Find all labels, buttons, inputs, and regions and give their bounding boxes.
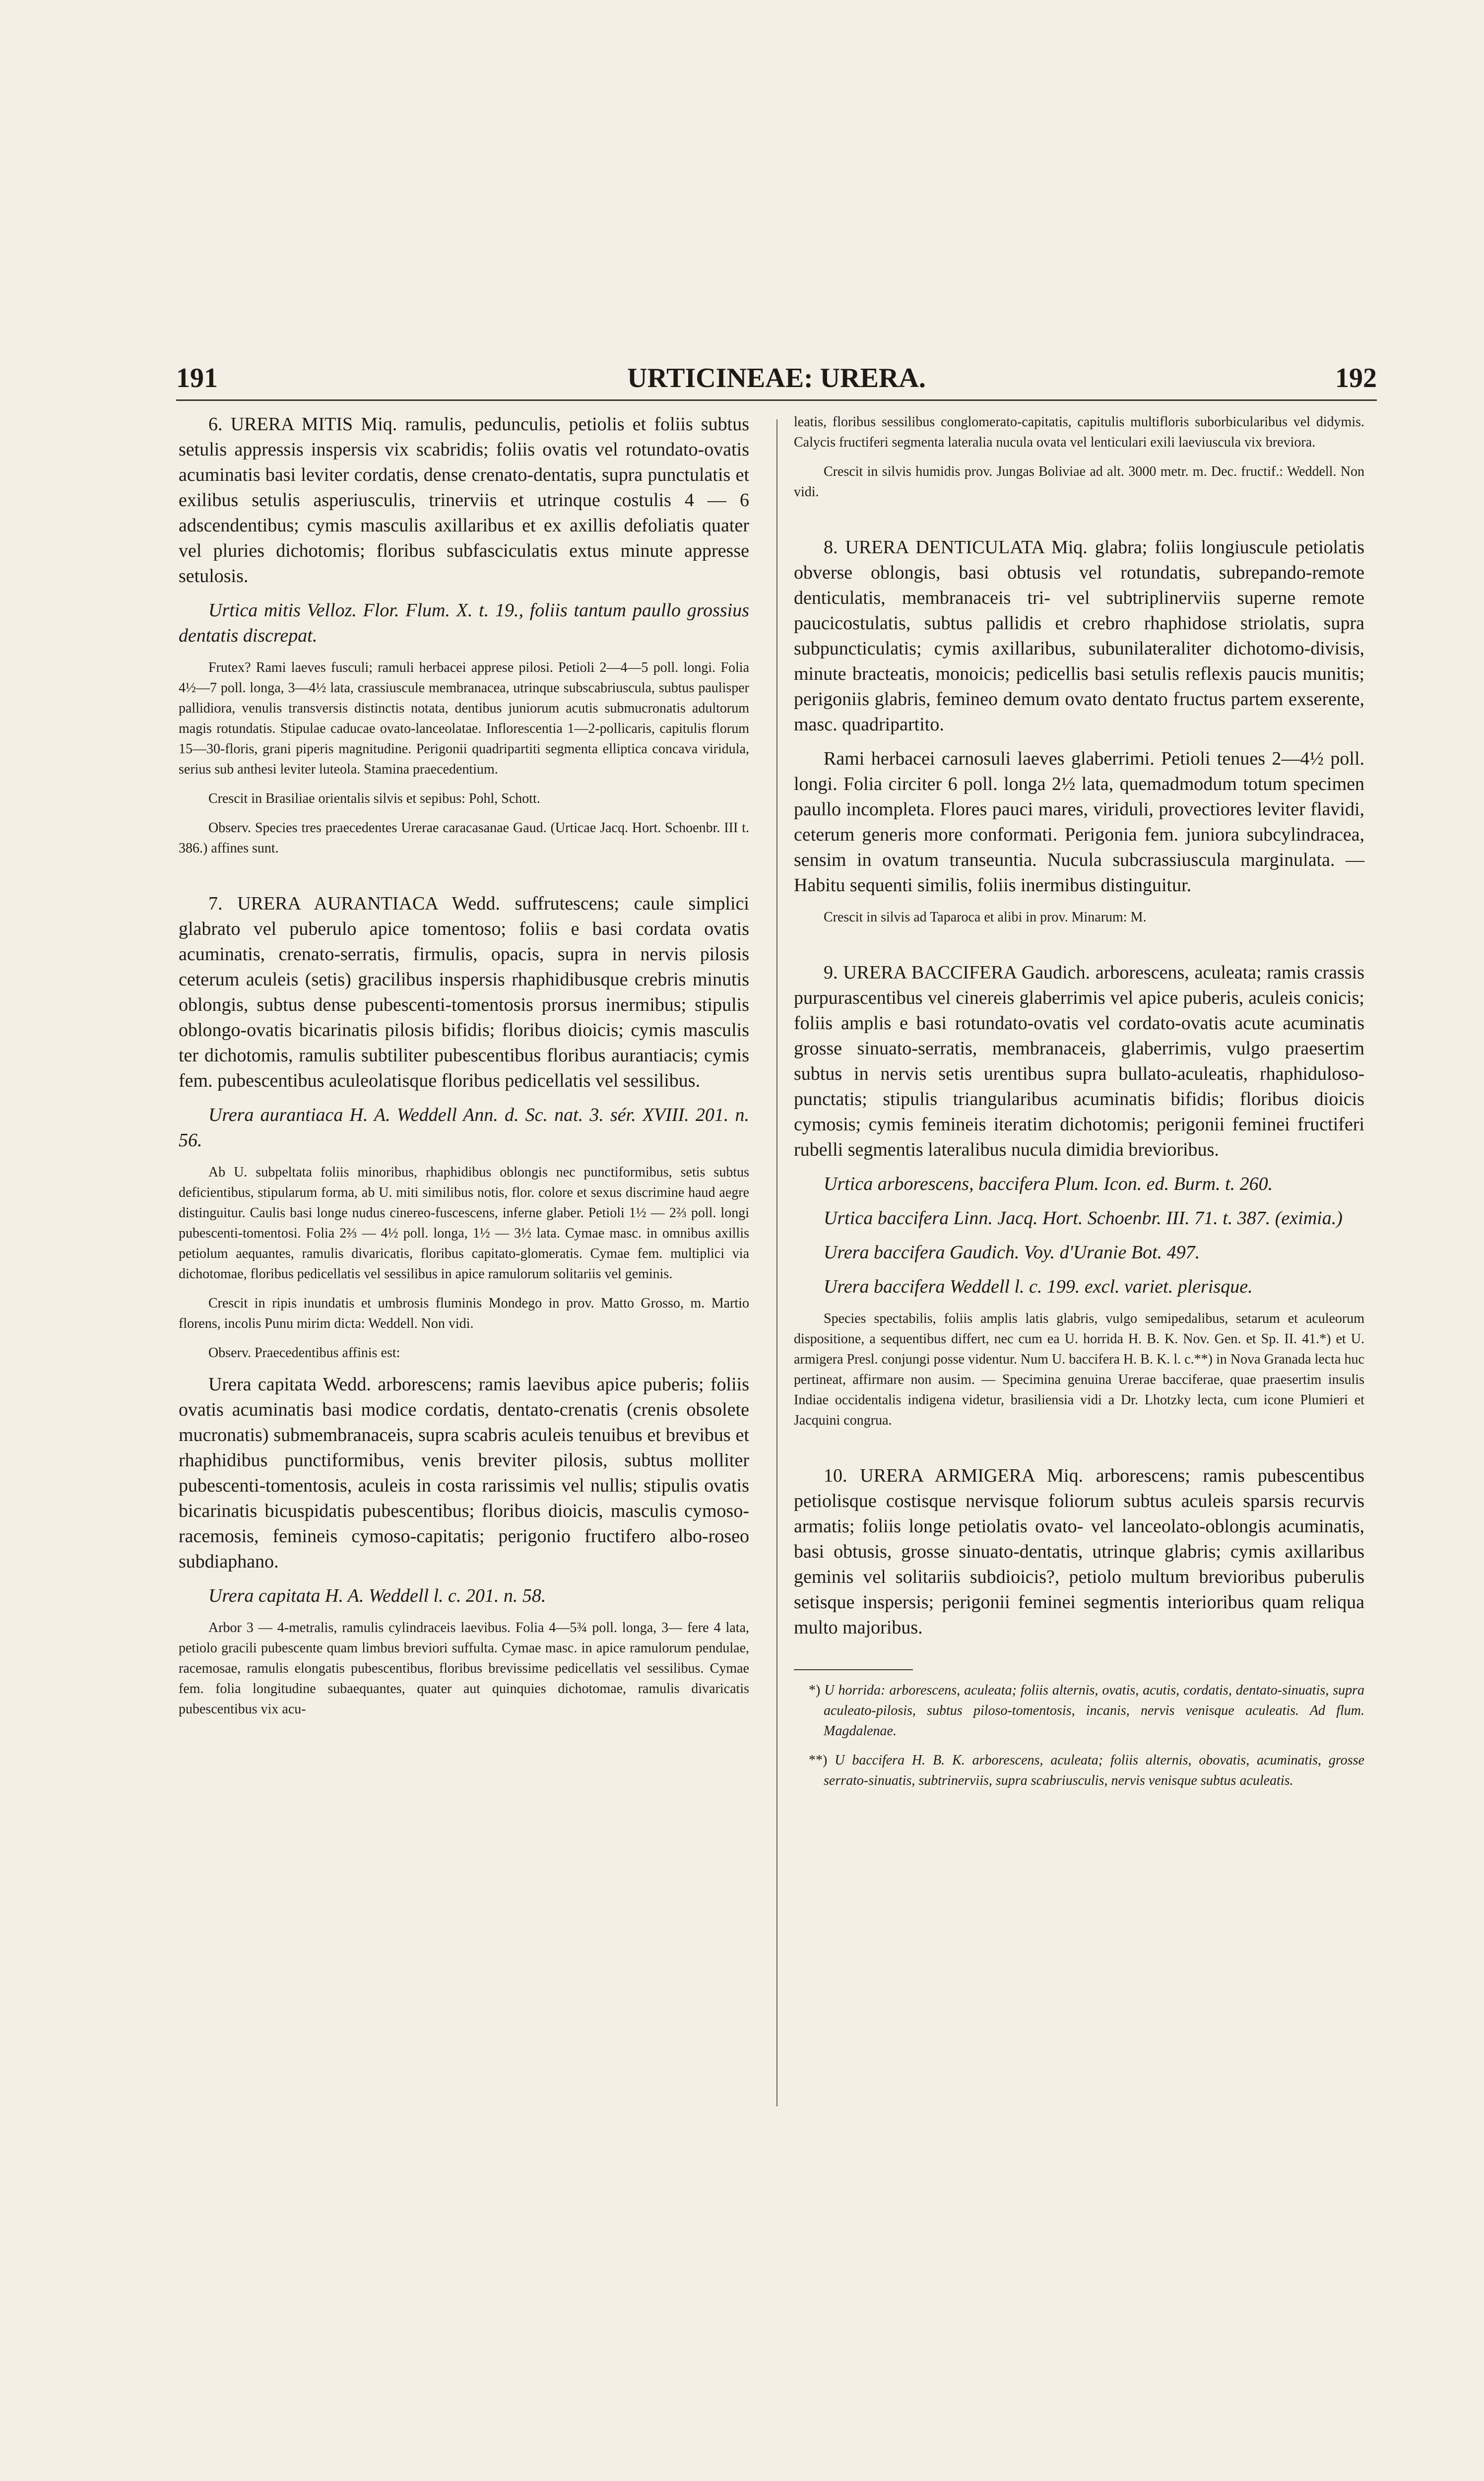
species-paragraph: 10. URERA ARMIGERA Miq. arborescens; ramis pubescentibus petiolisque costisque nervisque foliorum subtus aculeis sparsis recurvis armatis; foliis longe petiolatis ovato- vel lanceolato-oblongis acuminatis, basi obtusis, grosse sinuato-dentatis, utrinque glabris; cymis axillaribus geminis vel solitariis subdioicis?, petiolo multum brevioribus puberulis setisque inspersis; perigonii feminei segmentis interioribus quam reliqua multo majoribus. (794, 1465, 1364, 1638)
synonym-line: Urtica baccifera Linn. Jacq. Hort. Schoenbr. III. 71. t. 387. (eximia.) (824, 1208, 1343, 1229)
note-paragraph: Arbor 3 — 4-metralis, ramulis cylindraceis laevibus. Folia 4—5¾ poll. longa, 3— fere 4 lata, petiolo gracili pubescente quam limbus breviori suffulta. Cymae masc. in apice ramulorum pendulae, racemosae, ramulis elongatis pubescentibus, floribus brevissime pedicellatis vel sessilibus. Cymae fem. folia longitudine subaequantes, quater aut quinquies dichotomae, ramulis divaricatis pubescentibus vix acu- (179, 1620, 749, 1717)
section-gap (794, 511, 1364, 535)
header-rule (176, 399, 1377, 401)
footnote (794, 1750, 1364, 1791)
synonym-line: Urera capitata H. A. Weddell l. c. 201. n. 58. (208, 1585, 546, 1606)
footnote-mark: *) (809, 1683, 825, 1698)
footnote-text: U horrida: arborescens, aculeata; foliis alternis, ovatis, acutis, cordatis, dentato-sinuatis, supra aculeato-pilosis, subtus piloso-tomentosis, incanis, nervis venisque aculeatis. Ad flum. Magdalenae. (824, 1683, 1364, 1739)
page-number-left: 191 (176, 363, 218, 393)
species-paragraph: 7. URERA AURANTIACA Wedd. suffrutescens; caule simplici glabrato vel puberulo apice tomentoso; foliis e basi cordata ovatis acuminatis, crenato-serratis, firmulis, opacis, supra in nervis pilosis ceterum aculeis (setis) gracilibus inspersis rhaphidibusque crebris minutis oblongis, subtus dense pubescenti-tomentosis prorsus inermibus; stipulis oblongo-ovatis bicarinatis pilosis bifidis; floribus dioicis; cymis masculis ter dichotomis, ramulis subtiliter pubescentibus floribus aurantiacis; cymis fem. pubescentibus aculeolatisque floribus pedicellatis vel sessilibus. (179, 893, 749, 1091)
note-paragraph: Species spectabilis, foliis amplis latis glabris, vulgo semipedalibus, setarum et aculeorum dispositione, a sequentibus differt, nec cum ea U. horrida H. B. K. Nov. Gen. et Sp. II. 41.*) et U. armigera Presl. conjungi posse videntur. Num U. baccifera H. B. K. l. c.**) in Nova Granada lecta huc pertineat, affirmare non ausim. — Specimina genuina Urerae bacciferae, quae praesertim insulis Indiae occidentalis indigena videtur, brasiliensia vidi a Dr. Lhotzky lecta, cum icone Plumieri et Jacquini congrua. (794, 1311, 1364, 1428)
note-paragraph: Crescit in Brasiliae orientalis silvis et sepibus: Pohl, Schott. (208, 791, 540, 806)
species-paragraph: 9. URERA BACCIFERA Gaudich. arborescens, aculeata; ramis crassis purpurascentibus vel cinereis glaberrimis vel apice puberis, aculeis conicis; foliis amplis e basi rotundato-ovatis vel cordato-ovatis acute acuminatis grosse sinuato-serratis, membranaceis, glaberrimis, vulgo praesertim subtus in nervis setis urentibus supra bullato-aculeatis, rhaphiduloso-punctatis; stipulis triangularibus acuminatis bifidis; floribus dioicis cymosis; cymis femineis iteratim dichotomis; perigonii feminei fructiferi rubelli segmentis lateralibus nucula dimidia brevioribus. (794, 962, 1364, 1160)
section-gap (179, 867, 749, 891)
note-paragraph: Crescit in silvis humidis prov. Jungas Boliviae ad alt. 3000 metr. m. Dec. fructif.: Weddell. Non vidi. (794, 464, 1364, 500)
species-paragraph: 6. URERA MITIS Miq. ramulis, pedunculis, petiolis et foliis subtus setulis appressis inspersis vix scabridis; foliis ovatis vel rotundato-ovatis acuminatis basi leviter cordatis, dense crenato-dentatis, supra punctulatis et exilibus setulis asperiusculis, trinerviis et utrinque costulis 4 — 6 adscendentibus; cymis masculis axillaribus et ex axillis defoliatis quater vel pluries dichotomis; floribus subfasciculatis extus minute appresse setulosis. (179, 414, 749, 587)
section-gap (794, 936, 1364, 960)
footnote-text: U baccifera H. B. K. arborescens, aculeata; foliis alternis, obovatis, acuminatis, grosse serrato-sinuatis, subtrinerviis, supra scabriusculis, nervis venisque subtus aculeatis. (824, 1753, 1364, 1788)
note-paragraph: Crescit in silvis ad Taparoca et alibi in prov. Minarum: M. (824, 910, 1147, 925)
note-paragraph: Frutex? Rami laeves fusculi; ramuli herbacei apprese pilosi. Petioli 2—4—5 poll. longi. Folia 4½—7 poll. longa, 3—4½ lata, crassiuscule membranacea, utrinque subscabriuscula, subtus paulisper pallidiora, venulis transversis distinctis notata, dentibus juniorum acutis submucronatis adultorum magis rotundatis. Stipulae caducae ovato-lanceolatae. Inflorescentia 1—2-pollicaris, capitulis florum 15—30-floris, grani piperis magnitudine. Perigonii quadripartiti segmenta elliptica concava viridula, serius sub anthesi leviter luteola. Stamina praecedentium. (179, 660, 749, 777)
note-paragraph: Observ. Species tres praecedentes Urerae caracasanae Gaud. (Urticae Jacq. Hort. Schoenbr. III t. 386.) affines sunt. (179, 820, 749, 856)
species-paragraph: Rami herbacei carnosuli laeves glaberrimi. Petioli tenues 2—4½ poll. longi. Folia circiter 6 poll. longa 2½ lata, quemadmodum totum specimen paullo incompleta. Flores pauci mares, viriduli, provectiores leviter flavidi, ceterum generis more conformati. Perigonia fem. juniora subcylindracea, sensim in ovatum transeuntia. Nucula subcrassiuscula marginulata. — Habitu sequenti similis, foliis inermibus distinguitur. (794, 748, 1364, 896)
synonym-line: Urtica arborescens, baccifera Plum. Icon. ed. Burm. t. 260. (824, 1174, 1273, 1194)
species-paragraph: 8. URERA DENTICULATA Miq. glabra; foliis longiuscule petiolatis obverse oblongis, basi obtusis vel rotundatis, subrepando-remote denticulatis, membranaceis tri- vel subtriplinerviis superne remote paucicostulatis, subtus pallidis et crebro rhaphidose striolatis, supra subpuncticulatis; cymis axillaribus, subunilateraliter dichotomo-divisis, minute bracteatis, monoicis; pedicellis basi setulis reflexis paucis munitis; perigoniis glabris, femineo demum ovato dentato fructus partem exserente, masc. quadripartito. (794, 537, 1364, 735)
right-column-body (794, 412, 1364, 1649)
footnote-rule (794, 1669, 913, 1670)
running-header (176, 362, 1377, 397)
note-paragraph: leatis, floribus sessilibus conglomerato-capitatis, capitulis multifloris suborbicularibus vel didymis. Calycis fructiferi segmenta lateralia nucula ovata vel lenticulari exili laeviuscula vix breviora. (794, 414, 1364, 450)
synonym-line: Urera baccifera Gaudich. Voy. d'Uranie Bot. 497. (824, 1242, 1200, 1263)
running-title: URTICINEAE: URERA. (627, 363, 926, 393)
synonym-line: Urera aurantiaca H. A. Weddell Ann. d. Sc. nat. 3. sér. XVIII. 201. n. 56. (179, 1105, 749, 1151)
footnote-mark: **) (809, 1753, 835, 1768)
note-paragraph: Observ. Praecedentibus affinis est: (208, 1345, 400, 1361)
left-column (179, 412, 749, 1728)
species-paragraph: Urera capitata Wedd. arborescens; ramis laevibus apice puberis; foliis ovatis acuminatis basi modice cordatis, dentato-crenatis (crenis obsolete mucronatis) submembranaceis, supra scabris aculeis tenuibus et brevibus et rhaphidibus punctiformibus, venis breviter pilosis, subtus molliter pubescenti-tomentosis, aculeis in costa rarissimis vel nullis; stipulis ovatis bicarinatis bicuspidatis pubescentibus; floribus dioicis, masculis cymoso-racemosis, femineis cymoso-capitatis; perigonio fructifero albo-roseo subdiaphano. (179, 1374, 749, 1572)
footnote (794, 1680, 1364, 1741)
synonym-line: Urtica mitis Velloz. Flor. Flum. X. t. 19., foliis tantum paullo grossius dentatis discrepat. (179, 600, 749, 646)
column-divider (776, 419, 777, 2106)
synonym-line: Urera baccifera Weddell l. c. 199. excl. variet. plerisque. (824, 1276, 1253, 1297)
section-gap (794, 1439, 1364, 1463)
note-paragraph: Ab U. subpeltata foliis minoribus, rhaphidibus oblongis nec punctiformibus, setis subtus deficientibus, stipularum forma, ab U. miti similibus notis, flor. colore et sexus discrimine haud aegre distinguitur. Caulis basi longe nudus cinereo-fuscescens, inferne glaber. Petioli 1½ — 2⅔ poll. longi pubescenti-tomentosi. Folia 2⅔ — 4½ poll. longa, 1½ — 3½ lata. Cymae masc. in omnibus axillis petiolum aequantes, ramulis divaricatis, floribus capitato-glomeratis. Cymae fem. multiplici via dichotomae, floribus pedicellatis vel sessilibus in apice ramulorum solitariis vel geminis. (179, 1165, 749, 1282)
footnotes (794, 1680, 1364, 1800)
right-column (794, 412, 1364, 1800)
note-paragraph: Crescit in ripis inundatis et umbrosis fluminis Mondego in prov. Matto Grosso, m. Martio florens, incolis Punu mirim dicta: Weddell. Non vidi. (179, 1296, 749, 1331)
page-number-right: 192 (1335, 363, 1377, 393)
